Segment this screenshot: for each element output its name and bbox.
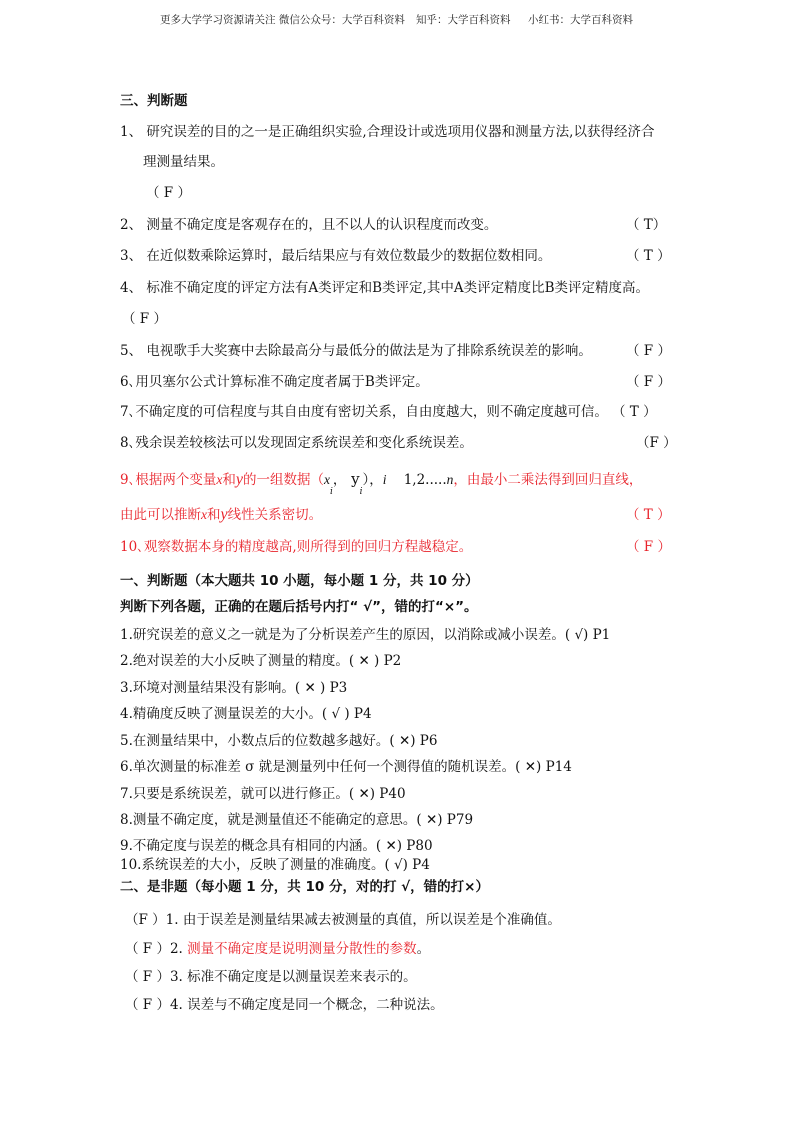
range: 1,2..... (403, 472, 447, 488)
q1-3: 3.环境对测量结果没有影响。( ✕ ) P3 (120, 680, 348, 696)
var-i: i (382, 472, 387, 487)
q3-7: 7､不确定度的可信程度与其自由度有密切关系，自由度越大，则不确定度越可信。 (120, 404, 608, 420)
subscript-i: i (329, 486, 333, 497)
var-yi: y (351, 470, 360, 488)
q3-5: 5、 电视歌手大奖赛中去除最高分与最低分的做法是为了排除系统误差的影响。 (120, 343, 592, 359)
var-xi: x (323, 472, 330, 487)
q3-1-cont: 理测量结果。 (143, 154, 224, 170)
header-xiaohongshu: 小红书：大学百科资料 (528, 14, 633, 26)
var-x: x (201, 507, 207, 522)
q3-9-text: 和 (222, 472, 236, 488)
q3-9-text: 9､根据两个变量 (120, 472, 217, 488)
var-n: n (446, 472, 454, 487)
section1-title: 一、判断题（本大题共 10 小题，每小题 1 分，共 10 分） (120, 573, 479, 589)
q2-2 (125, 940, 430, 958)
q3-8-answer: （F ） (636, 435, 677, 451)
q2-text: 标准不确定度是以测量误差来表示的。 (187, 969, 417, 985)
q3-8: 8､残余误差较核法可以发现固定系统误差和变化系统误差。 (120, 435, 473, 451)
q3-2-answer: （ T） (626, 217, 667, 233)
q3-1: 1、 研究误差的目的之一是正确组织实验,合理设计或选项用仪器和测量方法,以获得经济合 (120, 124, 655, 140)
q3-4-answer: （ F ） (122, 311, 167, 327)
q3-10-answer: （ F ） (626, 539, 671, 555)
q3-9 (120, 470, 642, 495)
var-y: y (235, 471, 243, 488)
q3-1-answer: （ F ） (146, 185, 191, 201)
q3-9-text: 由此可以推断 (120, 507, 201, 523)
q3-9-text: ）， (362, 472, 383, 488)
section3-title: 三、判断题 (120, 93, 188, 109)
q1-5: 5.在测量结果中，小数点后的位数越多越好。( ✕) P6 (120, 733, 438, 749)
q3-9-answer: （ T ） (626, 507, 671, 523)
q3-9-text: 的一组数据（ (242, 472, 324, 488)
q2-mark: （F ）1. (125, 912, 179, 928)
q3-6-answer: （ F ） (626, 374, 671, 390)
q1-6: 6.单次测量的标准差 σ 就是测量列中任何一个测得值的随机误差。( ✕) P14 (120, 759, 572, 775)
q3-5-answer: （ F ） (626, 343, 671, 359)
q3-3: 3、 在近似数乘除运算时，最后结果应与有效位数最少的数据位数相同。 (120, 248, 552, 264)
q1-4: 4.精确度反映了测量误差的大小。( √ ) P4 (120, 706, 372, 722)
section2-title: 二、是非题（每小题 1 分，共 10 分，对的打 √，错的打×） (120, 879, 489, 895)
q2-tail: 。 (416, 941, 431, 957)
q3-9-text: ，由最小二乘法得到回归直线， (453, 472, 643, 488)
q2-text: 误差与不确定度是同一个概念，二种说法。 (187, 997, 444, 1013)
q2-mark: （ F ）4. (125, 997, 183, 1013)
q3-6: 6､用贝塞尔公式计算标准不确定度者属于B类评定。 (120, 374, 429, 390)
section1-instruction: 判断下列各题，正确的在题后括号内打“ √”，错的打“×”。 (120, 599, 478, 615)
comma: ， (332, 472, 347, 488)
q2-4 (125, 996, 444, 1014)
q2-text: 由于误差是测量结果减去被测量的真值，所以误差是个准确值。 (182, 912, 561, 928)
header-zhihu: 知乎：大学百科资料 (416, 14, 511, 26)
q1-2: 2.绝对误差的大小反映了测量的精度。( ✕ ) P2 (120, 653, 402, 669)
q3-3-answer: （ T ） (626, 248, 671, 264)
q3-4: 4、 标准不确定度的评定方法有A类评定和B类评定,其中A类评定精度比B类评定精度高。 (120, 280, 650, 296)
subscript-i: i (359, 486, 363, 497)
q3-9-text: 和 (207, 507, 221, 523)
q1-1: 1.研究误差的意义之一就是为了分析误差产生的原因，以消除或减小误差。( √) P1 (120, 627, 611, 643)
q3-9-text: 线性关系密切。 (227, 507, 323, 523)
q3-2: 2、 测量不确定度是客观存在的，且不以人的认识程度而改变。 (120, 217, 498, 233)
q1-7: 7.只要是系统误差，就可以进行修正。( ✕) P40 (120, 786, 406, 802)
q1-10: 10.系统误差的大小，反映了测量的准确度。( √) P4 (120, 857, 430, 873)
q1-8: 8.测量不确定度，就是测量值还不能确定的意思。( ✕) P79 (120, 812, 474, 828)
q1-9: 9.不确定度与误差的概念具有相同的内涵。( ✕) P80 (120, 838, 433, 854)
q2-1 (125, 911, 561, 929)
q2-3 (125, 968, 417, 986)
var-y: y (220, 506, 228, 523)
q2-text: 测量不确定度是说明测量分散性的参数 (187, 941, 417, 957)
q3-7-answer: （ T ） (612, 404, 657, 420)
header-wechat: 更多大学学习资源请关注 微信公众号：大学百科资料 (160, 14, 405, 26)
q3-9-cont (120, 506, 322, 524)
q2-mark: （ F ）2. (125, 941, 183, 957)
var-x: x (216, 472, 223, 487)
q3-10: 10､观察数据本身的精度越高,则所得到的回归方程越稳定。 (120, 539, 473, 555)
q2-mark: （ F ）3. (125, 969, 183, 985)
